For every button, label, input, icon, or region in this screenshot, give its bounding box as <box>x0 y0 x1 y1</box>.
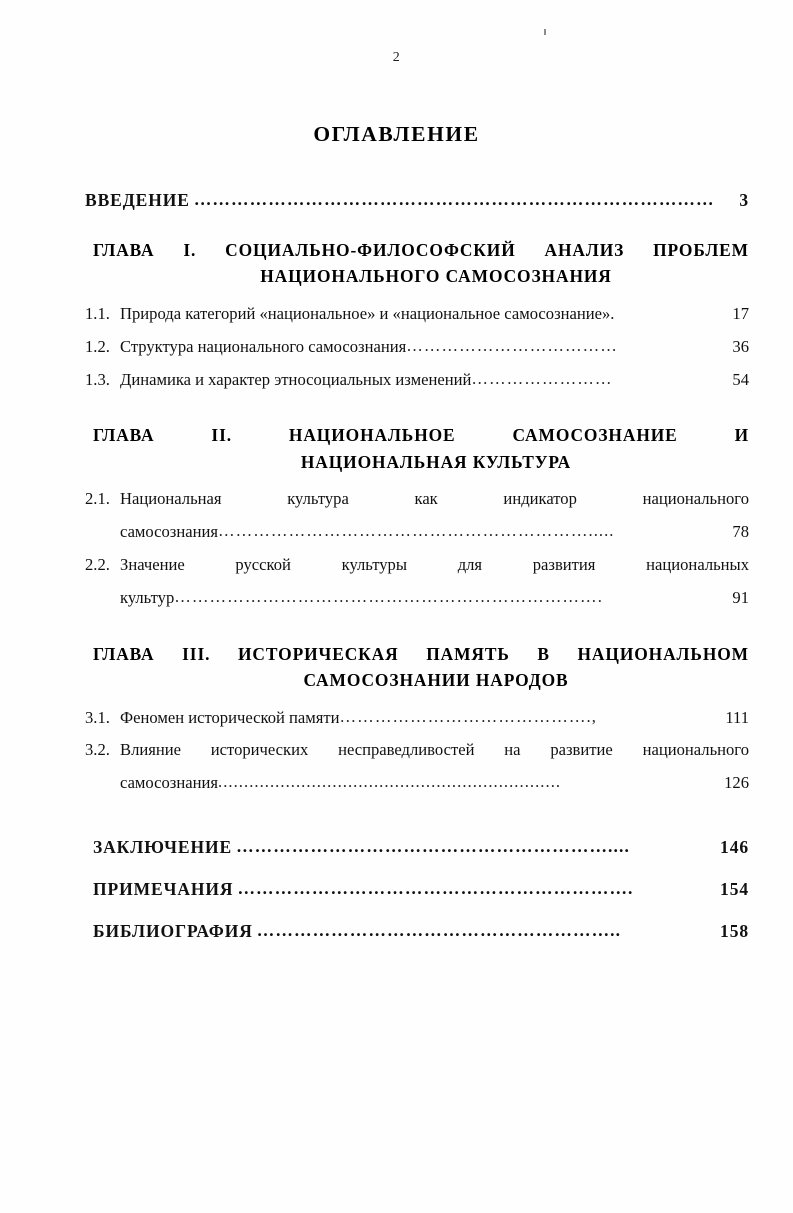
scan-artifact-speck <box>544 29 546 35</box>
chapter-heading-2 <box>93 422 749 475</box>
toc-entry-page: 158 <box>720 920 749 941</box>
dot-leader: .................................................................. <box>218 772 562 792</box>
toc-entry-page: 17 <box>732 303 749 323</box>
toc-entry-notes <box>93 872 749 908</box>
toc-entry-1-2 <box>85 331 749 364</box>
toc-entry-label: Национальная культура как индикатор национального <box>120 489 749 509</box>
toc-entry-page: 91 <box>732 587 749 607</box>
toc-entry-label: Динамика и характер этносоциальных изменений <box>120 369 472 389</box>
toc-entry-number: 1.3. <box>85 369 110 389</box>
chapter-heading-line-2: НАЦИОНАЛЬНОГО САМОСОЗНАНИЯ <box>260 266 612 287</box>
toc-entry-number: 3.2. <box>85 740 110 760</box>
page-title: ОГЛАВЛЕНИЕ <box>313 122 480 146</box>
chapter-heading-line-2: НАЦИОНАЛЬНАЯ КУЛЬТУРА <box>300 451 572 472</box>
toc-entry-page: 36 <box>732 336 749 356</box>
chapter-heading-line-2: САМОСОЗНАНИИ НАРОДОВ <box>303 670 569 691</box>
toc-entry-label: Структура национального самосознания <box>120 336 407 356</box>
toc-entry-page: 154 <box>720 879 749 900</box>
page-number: 2 <box>392 50 401 65</box>
dot-leader: ………………………………………………………………. <box>174 586 603 606</box>
toc-entry-page: 54 <box>732 369 749 389</box>
dot-leader: ………………………………………………………. <box>237 878 634 899</box>
dot-leader: ………………………………………………………..... <box>218 521 615 541</box>
dot-leader: ……………………………………., <box>339 706 597 726</box>
toc-entry-3-1 <box>85 702 749 735</box>
toc-entry-label: Влияние исторических несправедливостей на развитие национального <box>120 740 749 760</box>
toc-entry-label-continued: самосознания <box>120 773 218 793</box>
toc-entry-3-2 <box>85 734 749 800</box>
toc-entry-2-2 <box>85 549 749 615</box>
toc-entry-label: ВВЕДЕНИЕ <box>85 190 190 210</box>
toc-entry-2-1 <box>85 483 749 549</box>
dot-leader: ……………………………… <box>406 335 618 355</box>
toc-entry-1-3 <box>85 364 749 397</box>
dot-leader: …………………… <box>471 368 613 388</box>
toc-entry-page: 111 <box>725 707 749 727</box>
toc-entry-label: БИБЛИОГРАФИЯ <box>93 920 253 941</box>
toc-entry-introduction <box>85 190 749 211</box>
toc-entry-number: 1.2. <box>85 336 110 356</box>
toc-entry-label: ПРИМЕЧАНИЯ <box>93 879 234 900</box>
toc-entry-label-continued: самосознания <box>120 522 218 542</box>
toc-backmatter <box>93 830 749 950</box>
chapter-heading-3 <box>93 641 749 694</box>
toc-entry-bibliography <box>93 914 749 950</box>
toc-entry-conclusion <box>93 830 749 866</box>
toc-entry-number: 1.1. <box>85 303 110 323</box>
dot-leader: …………………………………………………….... <box>236 836 630 857</box>
toc-entry-page: 3 <box>739 190 749 210</box>
chapter-heading-line-1: ГЛАВА II. НАЦИОНАЛЬНОЕ САМОСОЗНАНИЕ И <box>93 425 749 446</box>
chapter-heading-line-1: ГЛАВА III. ИСТОРИЧЕСКАЯ ПАМЯТЬ В НАЦИОНАЛЬНОМ <box>93 643 749 664</box>
toc-entry-label: Феномен исторической памяти <box>120 707 340 727</box>
toc-entry-label: Природа категорий «национальное» и «национальное самосознание». <box>120 303 615 323</box>
toc-entry-1-1 <box>85 298 749 331</box>
toc-content <box>85 190 749 956</box>
toc-entry-number: 2.1. <box>85 489 110 509</box>
dot-leader: ………………………………………………………………………… <box>193 189 715 209</box>
dot-leader: ………………………………………………….. <box>256 919 622 940</box>
toc-entry-page: 126 <box>724 773 749 793</box>
toc-entry-label-continued: культур <box>120 587 175 607</box>
toc-entry-label: ЗАКЛЮЧЕНИЕ <box>93 837 233 858</box>
toc-entry-page: 146 <box>720 837 749 858</box>
toc-entry-number: 3.1. <box>85 707 110 727</box>
toc-entry-page: 78 <box>732 522 749 542</box>
toc-entry-number: 2.2. <box>85 555 110 575</box>
toc-entry-label: Значение русской культуры для развития национальных <box>120 555 749 575</box>
chapter-heading-1 <box>93 237 749 290</box>
chapter-heading-line-1: ГЛАВА I. СОЦИАЛЬНО-ФИЛОСОФСКИЙ АНАЛИЗ ПРОБЛЕМ <box>93 240 749 260</box>
